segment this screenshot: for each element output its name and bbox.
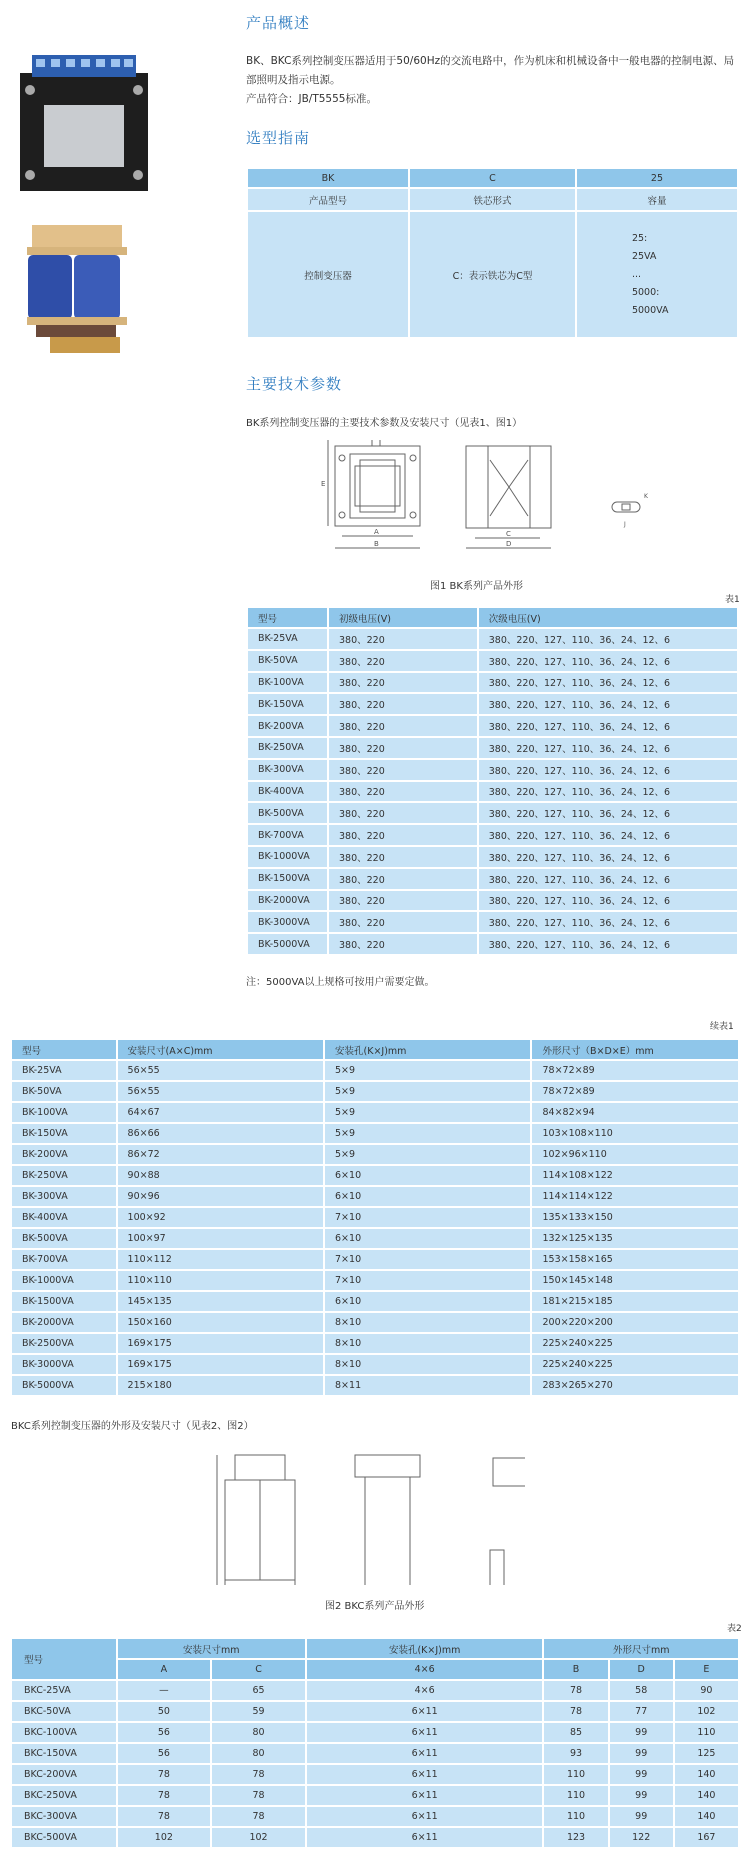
table-cell: 380、220 [328, 868, 478, 890]
table-cell: 114×114×122 [531, 1186, 739, 1207]
table-row [11, 1785, 739, 1806]
dim-label-j: J [624, 521, 626, 528]
table-row [247, 933, 738, 955]
table-row [11, 1722, 739, 1743]
table-cell: 78 [543, 1701, 608, 1722]
table-cell: 6×11 [306, 1722, 544, 1743]
table-cell: BK-200VA [11, 1144, 117, 1165]
table-cell: 6×11 [306, 1764, 544, 1785]
table-row [247, 672, 738, 694]
tech-title: 主要技术参数 [246, 375, 343, 393]
table-cell: BK-2000VA [11, 1312, 117, 1333]
table-header-row [247, 607, 738, 628]
table-row [247, 628, 738, 650]
table-cell: 78 [117, 1806, 212, 1827]
table-cell: 6×10 [324, 1165, 531, 1186]
overview-title: 产品概述 [246, 14, 311, 32]
table-cell: BKC-100VA [11, 1722, 117, 1743]
table-cell: 7×10 [324, 1249, 531, 1270]
table-cell: 84×82×94 [531, 1102, 739, 1123]
table-row [11, 1827, 739, 1848]
table-cell: BK-3000VA [247, 911, 328, 933]
table-row [11, 1354, 739, 1375]
table-1-label: 表1 [725, 595, 740, 605]
table-row [11, 1680, 739, 1701]
overview-standard: 产品符合：JB/T5555标准。 [246, 93, 377, 105]
figure-1-drawing [320, 440, 660, 570]
sub-header: C [211, 1659, 306, 1680]
table-1-cont-label: 续表1 [710, 1022, 734, 1032]
table-row [11, 1764, 739, 1785]
table-row [247, 211, 738, 338]
table-row [247, 846, 738, 868]
table-row [247, 911, 738, 933]
table-cell: 110 [543, 1785, 608, 1806]
table-row [247, 824, 738, 846]
table-cell: 56×55 [117, 1081, 324, 1102]
model-code-table [246, 167, 739, 339]
table-header-row [11, 1039, 739, 1060]
table-cell: 123 [543, 1827, 608, 1848]
table-cell: 4×6 [306, 1680, 544, 1701]
table-cell: 380、220、127、110、36、24、12、6 [478, 781, 738, 803]
table-row [11, 1207, 739, 1228]
table-cell: 86×72 [117, 1144, 324, 1165]
code-capacity: 25 [576, 168, 738, 188]
table-cell: 169×175 [117, 1333, 324, 1354]
table-cell: 8×11 [324, 1375, 531, 1396]
table-cell: 380、220 [328, 672, 478, 694]
table-cell: 64×67 [117, 1102, 324, 1123]
table-cell: 6×11 [306, 1701, 544, 1722]
table-row [11, 1165, 739, 1186]
table-cell: 99 [609, 1764, 674, 1785]
table-cell: 78 [211, 1806, 306, 1827]
table-cell: 100×92 [117, 1207, 324, 1228]
table-cell: 380、220、127、110、36、24、12、6 [478, 890, 738, 912]
table-row [247, 168, 738, 188]
bkc-subtitle: BKC系列控制变压器的外形及安装尺寸（见表2、图2） [11, 1421, 254, 1432]
table-cell: 56×55 [117, 1060, 324, 1081]
table-cell: BK-150VA [11, 1123, 117, 1144]
table-cell: 110 [674, 1722, 739, 1743]
dim-label-b: B [374, 540, 379, 548]
table-cell: 50 [117, 1701, 212, 1722]
capacity-line: 25VA [631, 250, 657, 262]
table-cell: 380、220、127、110、36、24、12、6 [478, 672, 738, 694]
bkc-dimensions-table [10, 1637, 740, 1849]
table-cell: 8×10 [324, 1312, 531, 1333]
label-model: 产品型号 [247, 188, 409, 211]
table-cell: 380、220 [328, 737, 478, 759]
table-row [11, 1123, 739, 1144]
table-cell: 6×11 [306, 1827, 544, 1848]
table-cell: 169×175 [117, 1354, 324, 1375]
bkc-transformer-photo [22, 225, 132, 360]
table-cell: 6×11 [306, 1743, 544, 1764]
table-row [11, 1102, 739, 1123]
table-cell: 135×133×150 [531, 1207, 739, 1228]
table-cell: 78 [211, 1764, 306, 1785]
table-2-label: 表2 [727, 1624, 742, 1634]
table-cell: BK-5000VA [11, 1375, 117, 1396]
table-cell: BKC-200VA [11, 1764, 117, 1785]
label-core: 铁芯形式 [409, 188, 576, 211]
table-cell: BKC-500VA [11, 1827, 117, 1848]
table-cell: 93 [543, 1743, 608, 1764]
dim-label-k: K [644, 493, 648, 500]
table-row [11, 1333, 739, 1354]
table-header-row [11, 1638, 739, 1659]
table-cell: BK-50VA [11, 1081, 117, 1102]
table-cell: BK-700VA [11, 1249, 117, 1270]
table-cell: 380、220 [328, 715, 478, 737]
table-cell: BK-150VA [247, 693, 328, 715]
table-cell: BK-500VA [247, 802, 328, 824]
table-cell: 102 [117, 1827, 212, 1848]
table-cell: 6×10 [324, 1186, 531, 1207]
table-cell: 102 [211, 1827, 306, 1848]
group-header: 安装孔(K×J)mm [306, 1638, 544, 1659]
table-cell: BKC-25VA [11, 1680, 117, 1701]
sub-header: 4×6 [306, 1659, 544, 1680]
table-row [11, 1249, 739, 1270]
table-cell: 132×125×135 [531, 1228, 739, 1249]
table-cell: 77 [609, 1701, 674, 1722]
column-header: 安装孔(K×J)mm [324, 1039, 531, 1060]
table-cell: 380、220、127、110、36、24、12、6 [478, 759, 738, 781]
table-cell: 125 [674, 1743, 739, 1764]
table-row [11, 1144, 739, 1165]
table-cell: 380、220、127、110、36、24、12、6 [478, 650, 738, 672]
column-header: 次级电压(V) [478, 607, 738, 628]
table-cell: 380、220 [328, 802, 478, 824]
table-cell: 78 [211, 1785, 306, 1806]
column-header: 安装尺寸(A×C)mm [117, 1039, 324, 1060]
table-cell: 380、220、127、110、36、24、12、6 [478, 846, 738, 868]
guide-title: 选型指南 [246, 129, 311, 147]
sub-header: A [117, 1659, 212, 1680]
table-cell: 140 [674, 1806, 739, 1827]
table-cell: 5×9 [324, 1081, 531, 1102]
figure-2-drawing [205, 1450, 525, 1585]
capacity-line: 5000: [631, 286, 660, 298]
table-subheader-row [11, 1659, 739, 1680]
table-row [11, 1228, 739, 1249]
table-cell: 6×11 [306, 1806, 544, 1827]
table-row [247, 737, 738, 759]
table-cell: 103×108×110 [531, 1123, 739, 1144]
table-cell: 153×158×165 [531, 1249, 739, 1270]
table-cell: 7×10 [324, 1207, 531, 1228]
capacity-line: 5000VA [631, 304, 669, 316]
table-cell: BK-3000VA [11, 1354, 117, 1375]
table-cell: 380、220 [328, 628, 478, 650]
table-cell: 145×135 [117, 1291, 324, 1312]
bk-transformer-photo [20, 55, 150, 195]
table-row [11, 1081, 739, 1102]
custom-note: 注：5000VA以上规格可按用户需要定做。 [246, 977, 435, 988]
table-cell: BK-300VA [247, 759, 328, 781]
table-cell: 78 [117, 1785, 212, 1806]
table-cell: 110 [543, 1806, 608, 1827]
table-row [247, 188, 738, 211]
code-series: BK [247, 168, 409, 188]
table-row [247, 693, 738, 715]
column-header: 型号 [247, 607, 328, 628]
table-cell: 8×10 [324, 1354, 531, 1375]
table-row [11, 1806, 739, 1827]
table-cell: BK-250VA [11, 1165, 117, 1186]
column-header: 型号 [11, 1039, 117, 1060]
tech-subtitle: BK系列控制变压器的主要技术参数及安装尺寸（见表1、图1） [246, 418, 523, 429]
table-cell: 78 [117, 1764, 212, 1785]
table-cell: BK-50VA [247, 650, 328, 672]
dim-label-e: E [321, 480, 326, 488]
dim-label-d: D [506, 540, 512, 548]
table-cell: 78 [543, 1680, 608, 1701]
table-cell: 99 [609, 1722, 674, 1743]
table-cell: 380、220 [328, 824, 478, 846]
table-cell: 380、220、127、110、36、24、12、6 [478, 737, 738, 759]
table-row [247, 890, 738, 912]
table-cell: 102 [674, 1701, 739, 1722]
table-row [247, 759, 738, 781]
table-cell: 380、220、127、110、36、24、12、6 [478, 802, 738, 824]
table-cell: BK-300VA [11, 1186, 117, 1207]
table-cell: 110 [543, 1764, 608, 1785]
sub-header: E [674, 1659, 739, 1680]
table-cell: BK-5000VA [247, 933, 328, 955]
group-header: 安装尺寸mm [117, 1638, 306, 1659]
table-cell: BKC-150VA [11, 1743, 117, 1764]
table-cell: BK-200VA [247, 715, 328, 737]
table-cell: 6×10 [324, 1228, 531, 1249]
table-cell: 6×10 [324, 1291, 531, 1312]
table-cell: BK-400VA [247, 781, 328, 803]
table-cell: BK-1000VA [247, 846, 328, 868]
table-row [11, 1270, 739, 1291]
table-cell: 99 [609, 1743, 674, 1764]
table-cell: 5×9 [324, 1144, 531, 1165]
table-cell: 7×10 [324, 1270, 531, 1291]
table-cell: 122 [609, 1827, 674, 1848]
dim-label-a: A [374, 528, 379, 536]
table-cell: 80 [211, 1722, 306, 1743]
table-cell: 86×66 [117, 1123, 324, 1144]
table-cell: BK-1500VA [247, 868, 328, 890]
overview-text [246, 52, 741, 109]
dim-label-c: C [506, 530, 511, 538]
table-row [247, 868, 738, 890]
table-cell: 380、220 [328, 759, 478, 781]
table-row [247, 781, 738, 803]
table-cell: 150×160 [117, 1312, 324, 1333]
table-row [247, 802, 738, 824]
table-cell: 5×9 [324, 1123, 531, 1144]
table-row [11, 1375, 739, 1396]
table-cell: 380、220 [328, 911, 478, 933]
table-cell: BK-400VA [11, 1207, 117, 1228]
table-cell: 65 [211, 1680, 306, 1701]
table-cell: 78×72×89 [531, 1081, 739, 1102]
table-cell: 58 [609, 1680, 674, 1701]
table-row [11, 1701, 739, 1722]
table-cell: 150×145×148 [531, 1270, 739, 1291]
table-cell: 59 [211, 1701, 306, 1722]
table-cell: 78×72×89 [531, 1060, 739, 1081]
table-cell: 140 [674, 1764, 739, 1785]
table-cell: 283×265×270 [531, 1375, 739, 1396]
table-cell: 200×220×200 [531, 1312, 739, 1333]
table-cell: BK-1000VA [11, 1270, 117, 1291]
desc-model: 控制变压器 [247, 211, 409, 338]
table-cell: 380、220、127、110、36、24、12、6 [478, 911, 738, 933]
code-core: C [409, 168, 576, 188]
table-cell: 380、220、127、110、36、24、12、6 [478, 824, 738, 846]
table-cell: 380、220 [328, 933, 478, 955]
table-cell: 225×240×225 [531, 1354, 739, 1375]
table-cell: BKC-50VA [11, 1701, 117, 1722]
capacity-range [576, 211, 738, 338]
table-cell: 380、220 [328, 890, 478, 912]
table-cell: BK-2000VA [247, 890, 328, 912]
table-cell: BK-25VA [11, 1060, 117, 1081]
dimensions-table [10, 1038, 740, 1397]
table-cell: BK-100VA [247, 672, 328, 694]
table-cell: 102×96×110 [531, 1144, 739, 1165]
table-cell: 90×88 [117, 1165, 324, 1186]
table-cell: 110×110 [117, 1270, 324, 1291]
table-cell: 85 [543, 1722, 608, 1743]
table-cell: 90×96 [117, 1186, 324, 1207]
table-cell: 181×215×185 [531, 1291, 739, 1312]
group-header: 型号 [11, 1638, 117, 1680]
table-row [11, 1743, 739, 1764]
table-cell: 5×9 [324, 1102, 531, 1123]
table-cell: 100×97 [117, 1228, 324, 1249]
table-cell: 56 [117, 1722, 212, 1743]
table-row [247, 715, 738, 737]
table-cell: 380、220、127、110、36、24、12、6 [478, 715, 738, 737]
table-cell: 225×240×225 [531, 1333, 739, 1354]
table-cell: 56 [117, 1743, 212, 1764]
table-row [11, 1186, 739, 1207]
table-cell: 114×108×122 [531, 1165, 739, 1186]
table-cell: BK-25VA [247, 628, 328, 650]
table-cell: 90 [674, 1680, 739, 1701]
table-row [11, 1291, 739, 1312]
table-cell: 380、220 [328, 846, 478, 868]
overview-paragraph: BK、BKC系列控制变压器适用于50/60Hz的交流电路中，作为机床和机械设备中一般电器的控制电源、局部照明及指示电源。 [246, 55, 735, 86]
voltage-table [246, 606, 739, 956]
table-cell: 380、220 [328, 781, 478, 803]
label-capacity: 容量 [576, 188, 738, 211]
table-cell: BK-100VA [11, 1102, 117, 1123]
sub-header: D [609, 1659, 674, 1680]
table-cell: 167 [674, 1827, 739, 1848]
table-cell: BKC-300VA [11, 1806, 117, 1827]
table-cell: 99 [609, 1806, 674, 1827]
desc-core: C：表示铁芯为C型 [409, 211, 576, 338]
table-cell: 99 [609, 1785, 674, 1806]
table-cell: 380、220 [328, 693, 478, 715]
table-cell: 80 [211, 1743, 306, 1764]
table-cell: 110×112 [117, 1249, 324, 1270]
table-cell: 8×10 [324, 1333, 531, 1354]
table-cell: 140 [674, 1785, 739, 1806]
table-cell: 380、220 [328, 650, 478, 672]
table-cell: 6×11 [306, 1785, 544, 1806]
table-cell: 215×180 [117, 1375, 324, 1396]
table-cell: BK-500VA [11, 1228, 117, 1249]
table-cell: BK-250VA [247, 737, 328, 759]
table-cell: — [117, 1680, 212, 1701]
group-header: 外形尺寸mm [543, 1638, 739, 1659]
table-cell: 380、220、127、110、36、24、12、6 [478, 933, 738, 955]
table-cell: BK-700VA [247, 824, 328, 846]
capacity-line: 25: [631, 232, 648, 244]
column-header: 外形尺寸（B×D×E）mm [531, 1039, 739, 1060]
table-row [11, 1312, 739, 1333]
figure-2-caption: 图2 BKC系列产品外形 [325, 1601, 425, 1612]
table-cell: BKC-250VA [11, 1785, 117, 1806]
figure-1-caption: 图1 BK系列产品外形 [430, 581, 523, 592]
sub-header: B [543, 1659, 608, 1680]
table-cell: BK-2500VA [11, 1333, 117, 1354]
table-row [11, 1060, 739, 1081]
table-row [247, 650, 738, 672]
table-cell: 380、220、127、110、36、24、12、6 [478, 693, 738, 715]
column-header: 初级电压(V) [328, 607, 478, 628]
table-cell: 380、220、127、110、36、24、12、6 [478, 628, 738, 650]
table-cell: BK-1500VA [11, 1291, 117, 1312]
capacity-line: ... [631, 268, 642, 280]
table-cell: 380、220、127、110、36、24、12、6 [478, 868, 738, 890]
table-cell: 5×9 [324, 1060, 531, 1081]
